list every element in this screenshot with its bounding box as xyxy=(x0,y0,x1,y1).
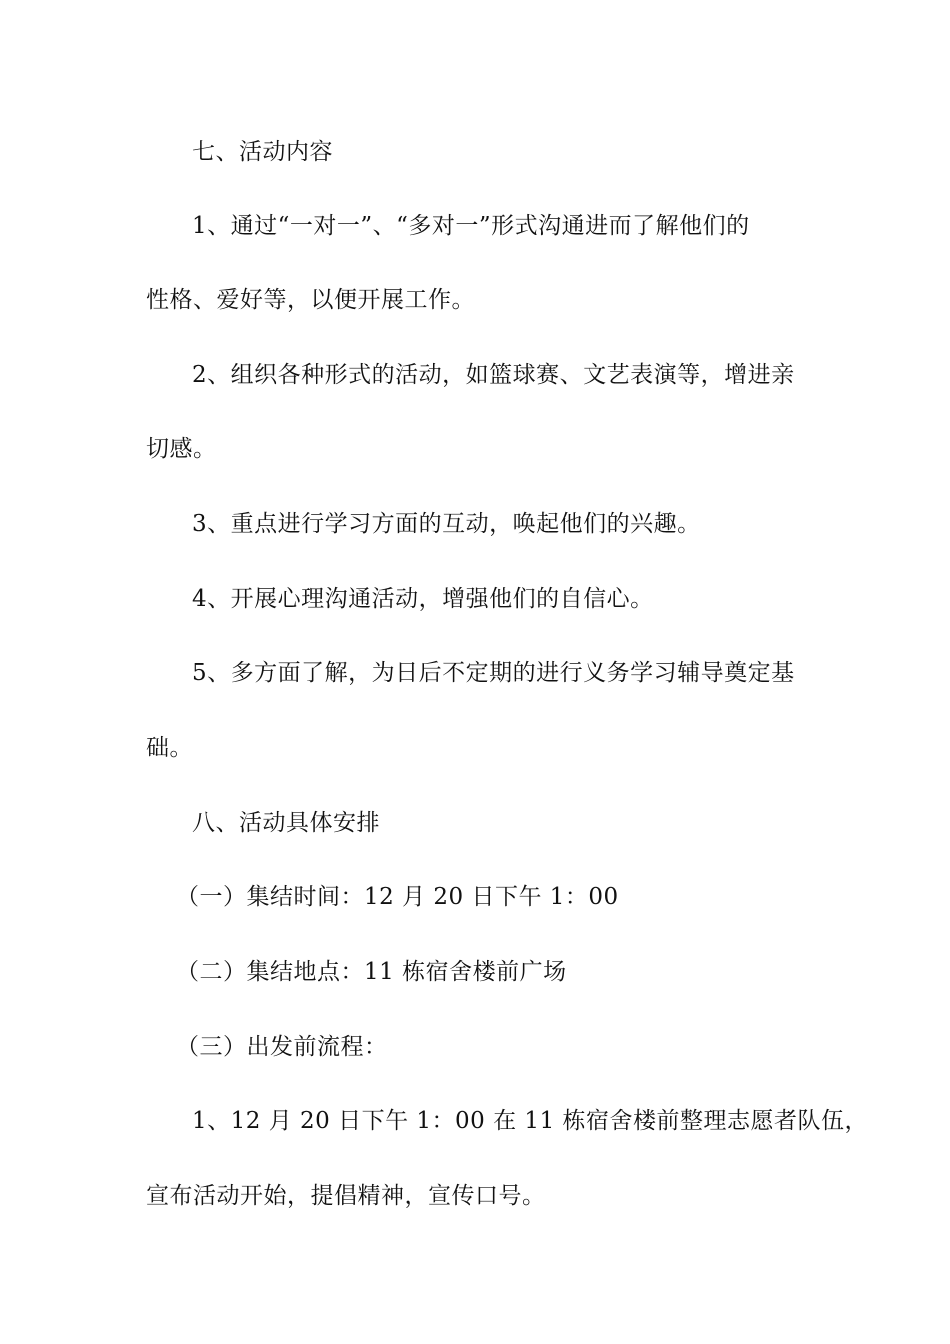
item-4-line-1: 4、开展心理沟通活动，增强他们的自信心。 xyxy=(192,586,654,612)
item-2-line-2: 切感。 xyxy=(146,436,217,462)
item-3-line-1: 3、重点进行学习方面的互动，唤起他们的兴趣。 xyxy=(192,511,701,537)
section-7-heading: 七、活动内容 xyxy=(192,139,333,165)
item-5-line-1: 5、多方面了解，为日后不定期的进行义务学习辅导奠定基 xyxy=(192,660,795,686)
item-2-line-1: 2、组织各种形式的活动，如篮球赛、文艺表演等，增进亲 xyxy=(192,362,795,388)
item-1-line-2: 性格、爱好等，以便开展工作。 xyxy=(146,287,475,313)
assembly-time: （一）集结时间：12 月 20 日下午 1：00 xyxy=(176,884,619,910)
step-1-line-1: 1、12 月 20 日下午 1：00 在 11 栋宿舍楼前整理志愿者队伍， xyxy=(192,1108,869,1134)
pre-departure-heading: （三）出发前流程： xyxy=(176,1034,388,1060)
item-5-line-2: 础。 xyxy=(146,735,193,761)
section-8-heading: 八、活动具体安排 xyxy=(192,810,380,836)
step-1-line-2: 宣布活动开始，提倡精神，宣传口号。 xyxy=(146,1183,546,1209)
assembly-place: （二）集结地点：11 栋宿舍楼前广场 xyxy=(176,959,567,985)
item-1-line-1: 1、通过“一对一”、“多对一”形式沟通进而了解他们的 xyxy=(192,213,750,239)
